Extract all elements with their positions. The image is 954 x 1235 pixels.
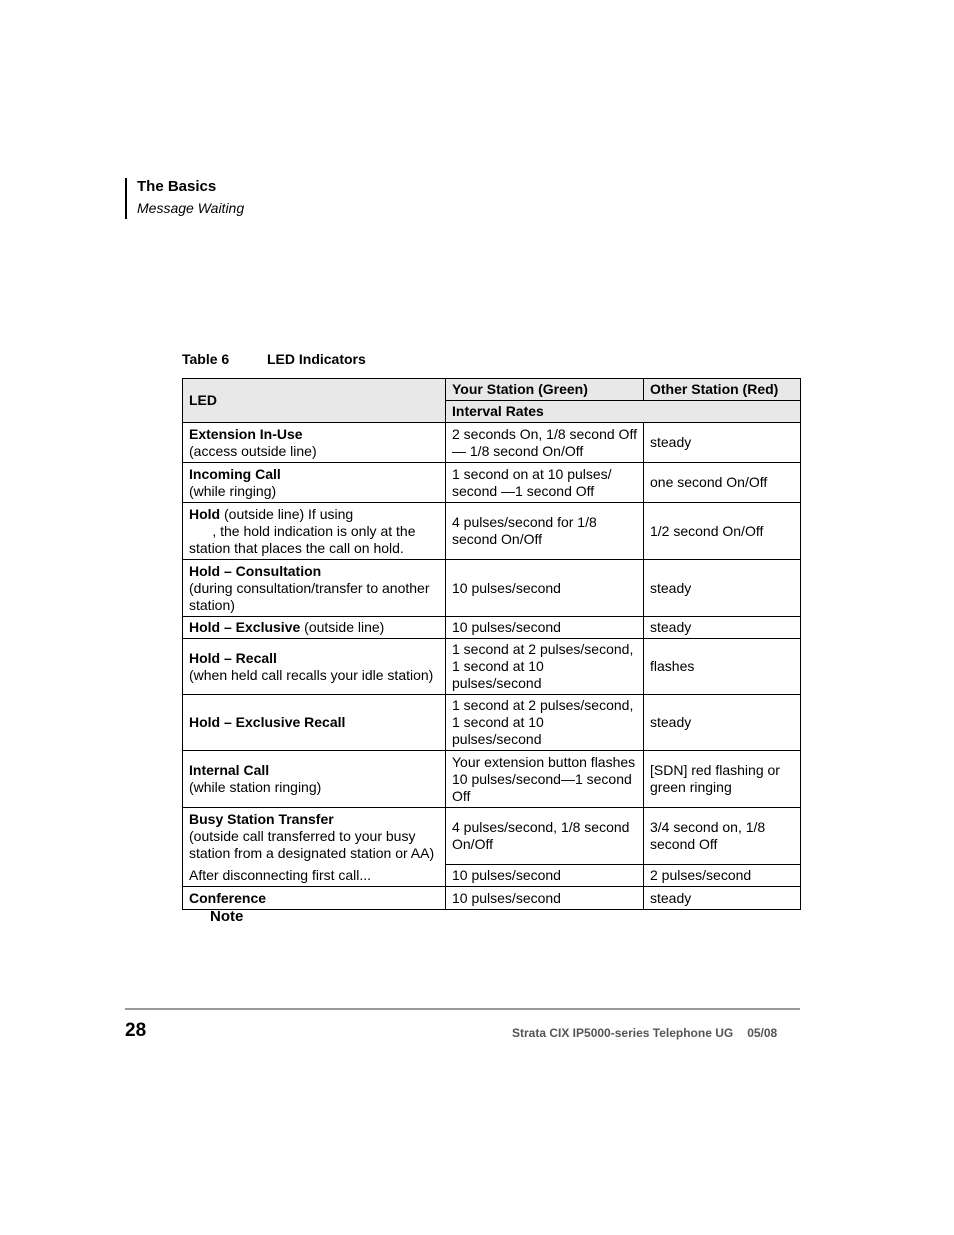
led-name: Hold – Exclusive Recall — [189, 714, 346, 730]
cell-your-station: 10 pulses/second — [446, 865, 644, 887]
page-number: 28 — [125, 1020, 147, 1041]
cell-led — [183, 617, 446, 639]
table-row — [183, 463, 801, 503]
cell-your-station: 4 pulses/second for 1/8 second On/Off — [446, 503, 644, 560]
led-name: Hold – Exclusive — [189, 619, 301, 635]
cell-other-station: steady — [644, 887, 801, 910]
table-row — [183, 503, 801, 560]
table-row — [183, 695, 801, 751]
table-header-row — [183, 379, 801, 401]
table-row — [183, 865, 801, 887]
cell-other-station: steady — [644, 560, 801, 617]
cell-your-station: 10 pulses/second — [446, 887, 644, 910]
led-qualifier: (outside line) If using — [220, 505, 354, 522]
table-row — [183, 617, 801, 639]
led-name: Hold – Consultation — [189, 562, 322, 579]
led-description: , the hold indication is only at the station that places the call on hold. — [189, 522, 420, 556]
led-name: Hold – Recall — [189, 649, 277, 666]
cell-other-station: 1/2 second On/Off — [644, 503, 801, 560]
cell-led — [183, 463, 446, 503]
table-label: Table 6 — [182, 351, 230, 367]
led-description: (when held call recalls your idle station) — [189, 666, 434, 683]
cell-led — [183, 639, 446, 695]
table-row — [183, 560, 801, 617]
cell-led — [183, 751, 446, 808]
led-name: Extension In-Use — [189, 425, 303, 442]
cell-led — [183, 560, 446, 617]
led-description: (while ringing) — [189, 482, 277, 499]
cell-other-station: 2 pulses/second — [644, 865, 801, 887]
cell-led — [183, 865, 446, 887]
cell-other-station: steady — [644, 423, 801, 463]
section-title: The Basics — [137, 178, 217, 195]
led-name: Internal Call — [189, 762, 270, 778]
cell-your-station: 1 second at 2 pulses/second, 1 second at 10 pulses/second — [446, 639, 644, 695]
cell-your-station: 4 pulses/second, 1/8 second On/Off — [446, 808, 644, 865]
header-interval-rates: Interval Rates — [446, 401, 801, 423]
table-caption — [182, 351, 366, 367]
table-row — [183, 887, 801, 910]
cell-your-station: Your extension button flashes 10 pulses/second—1 second Off — [446, 751, 644, 808]
section-subtitle: Message Waiting — [137, 200, 245, 216]
led-description: (during consultation/transfer to another station) — [189, 579, 434, 613]
cell-led — [183, 887, 446, 910]
cell-led — [183, 808, 446, 865]
cell-other-station: flashes — [644, 639, 801, 695]
cell-your-station: 10 pulses/second — [446, 560, 644, 617]
led-description: (while station ringing) — [189, 779, 322, 795]
table-row — [183, 751, 801, 808]
led-qualifier: After disconnecting first call... — [189, 866, 372, 883]
led-description: (outside call transferred to your busy station from a designated station or AA) — [189, 827, 435, 861]
footer-rule — [125, 1008, 800, 1010]
table-title: LED Indicators — [267, 351, 366, 367]
table-row — [183, 423, 801, 463]
cell-your-station: 2 seconds On, 1/8 second Off — 1/8 second On/Off — [446, 423, 644, 463]
cell-your-station: 1 second at 2 pulses/second, 1 second at 10 pulses/second — [446, 695, 644, 751]
footer-doc-info — [512, 1026, 777, 1040]
cell-other-station: steady — [644, 617, 801, 639]
cell-your-station: 10 pulses/second — [446, 617, 644, 639]
table-row — [183, 808, 801, 865]
header-other-station: Other Station (Red) — [644, 379, 801, 401]
cell-other-station: 3/4 second on, 1/8 second Off — [644, 808, 801, 865]
footer-doc-title: Strata CIX IP5000-series Telephone UG — [512, 1026, 734, 1040]
cell-other-station: steady — [644, 695, 801, 751]
cell-led — [183, 503, 446, 560]
led-indicators-table — [182, 378, 801, 910]
led-name: Conference — [189, 889, 267, 906]
led-description: (access outside line) — [189, 442, 317, 459]
cell-other-station: [SDN] red flashing or green ringing — [644, 751, 801, 808]
led-name: Hold — [189, 505, 221, 522]
cell-your-station: 1 second on at 10 pulses/ second —1 second Off — [446, 463, 644, 503]
table-row — [183, 639, 801, 695]
header-rule — [125, 178, 127, 219]
led-name: Incoming Call — [189, 465, 281, 482]
note-label: Note — [210, 908, 244, 925]
cell-led — [183, 423, 446, 463]
header-led: LED — [183, 379, 446, 423]
cell-led — [183, 695, 446, 751]
cell-other-station: one second On/Off — [644, 463, 801, 503]
led-qualifier: (outside line) — [300, 619, 385, 635]
led-name: Busy Station Transfer — [189, 810, 334, 827]
footer-date: 05/08 — [747, 1026, 778, 1040]
header-your-station: Your Station (Green) — [446, 379, 644, 401]
